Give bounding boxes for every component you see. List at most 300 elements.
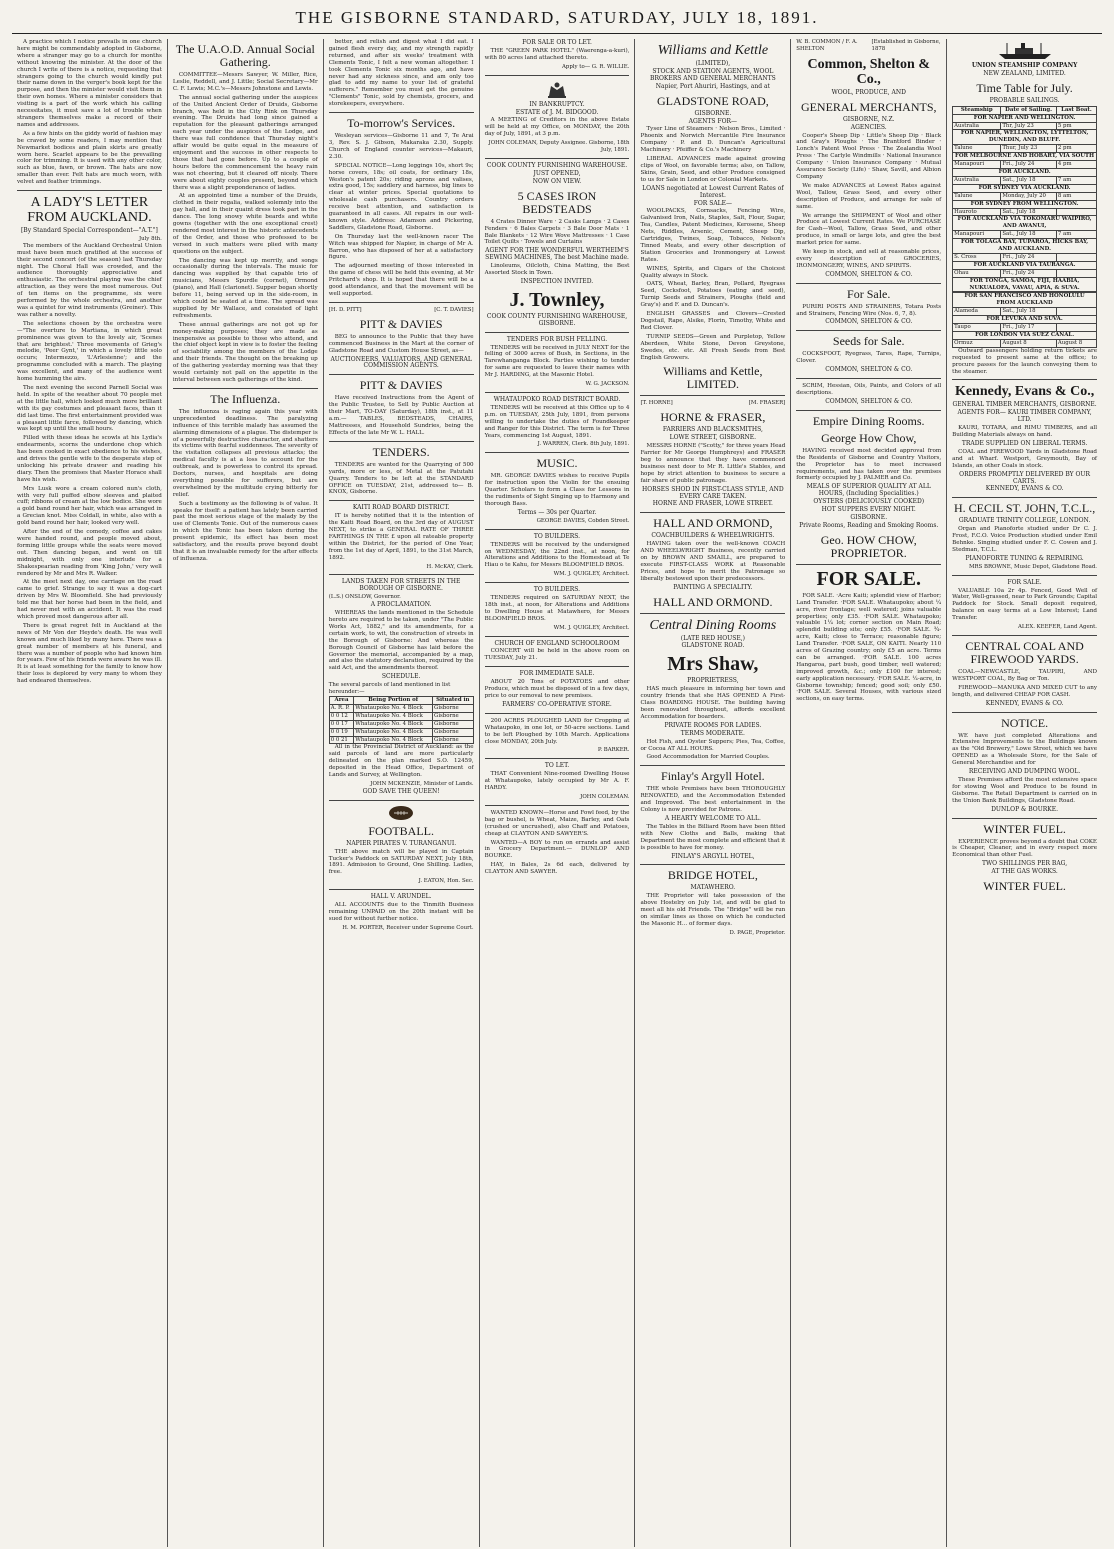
ad-title: Williams and Kettle	[657, 43, 769, 58]
divider	[640, 864, 785, 865]
notice-signature: JOHN MCKENZIE, Minister of Lands.	[370, 780, 474, 787]
table-cell: Sat., July 18	[1001, 208, 1057, 216]
divider	[796, 283, 941, 284]
section-title: To-morrow's Services.	[347, 116, 456, 131]
ad-subtitle: LOANS negotiated at Lowest Current Rates of Interest.	[642, 184, 784, 199]
notice-title: TENDERS.	[372, 444, 430, 459]
ad-subtitle: OYSTERS (DELICIOUSLY COOKED)	[813, 498, 925, 506]
ad-text: COAL—NEWCASTLE, TAUPIRI, AND WESTPORT COAL, By Bag or Ton.	[952, 669, 1098, 682]
ad-text: THE whole Premises have been THOROUGHLY RENOVATED, and the Accommodation Extended and Improved. The best entertainment in the Colony is now provided for Patrons.	[640, 786, 786, 814]
sale-listings: FOR SALE. ·Acre Kaiti; splendid view of Harbor; Land Transfer. ·FOR SALE. Whataupoko; about ¼ acre, river frontage; well watered; joins valuable properties; only £35. ·FOR SALE. Whataupoko; valuable 1¼ lot; corner section on Main Road; splendid building site; only £55. ·FOR SALE. ¾-acre, Kaiti; close to Terrace; reasonable figure; Land Transfer. ·FOR SALE, ON KAITI. Nearly 110 acres of Grazing country; only £5 an acre. Terms can be arranged. ·FOR SALE. 100 acres Hangaroa, part bush, good timber, well watered; improved growth, &c.; only £100 for interest; early application necessary. ·FOR SALE. ¼-acre, in Gisborne township; fenced; good soil; only £50. ·FOR SALE. Several Houses, with various sized sections, on easy terms.	[796, 592, 942, 703]
notice-signature: MRS BROWNE, Music Depot, Gladstone Road.	[969, 563, 1098, 570]
ad-subtitle: HOT SUPPERS EVERY NIGHT.	[821, 506, 916, 514]
ad-subtitle: AGENTS FOR—	[688, 117, 738, 125]
ad-subtitle: GENERAL TIMBER MERCHANTS, GISBORNE.	[952, 401, 1097, 409]
notice-title: TO BUILDERS.	[533, 532, 581, 540]
notice-signature: J. WARREN, Clerk. 8th July, 1891.	[537, 441, 630, 448]
ad-footer: Geo. HOW CHOW, PROPRIETOR.	[820, 532, 917, 560]
divider	[173, 388, 318, 389]
ad-text: WE have just completed Alterations and Extensive Improvements to the Buildings known as the "Old Brewery," Lowe Street, which we have OPENED as a Wholesale Store, for the Sale of General Merchandise and for	[952, 732, 1098, 767]
article-paragraph: The annual social gathering under the auspices of the United Ancient Order of Druids, Gisborne branch, was held in the City Rink on Thursday evening. The Druids had long since gained a reputation for the pleasant gatherings arranged each year under the auspices of the Lodge, and there was full confidence that Thursday night's affair would be quite equal in the measure of enjoyment and the success in other respects to those that had gone before. Up to a couple of hours before the commencement the heavy rain was not cheering, but it cleared off nicely. There were about eighty couples present, beyond which there was a slight preponderance of ladies.	[172, 94, 318, 191]
article-paragraph: These annual gatherings are not got up for money-making purposes; they are made as inexpensive as possible to those who attend, and the chief object kept in view is to foster the feeling of sociability among the members of the Lodge and their friends. The thought on the breaking up of the gathering yesterday morning was that they would certainly not pall on the appetite in the interval between such gatherings of the kind.	[172, 321, 318, 383]
notice-title: CHURCH OF ENGLAND SCHOOLROOM	[494, 639, 620, 647]
table-cell: Alameda	[953, 308, 1001, 316]
ad-subtitle: TERMS MODERATE.	[680, 729, 745, 737]
ad-text: We keep in stock, and sell at reasonable prices, every description of GROCERIES, IRONMONGERY, WINES, AND SPIRITS.	[796, 249, 942, 269]
table-cell: August 8	[1056, 339, 1096, 347]
table-row	[953, 122, 1097, 130]
ad-title: Empire Dining Rooms.	[812, 413, 925, 428]
ad-title: J. Townley,	[509, 288, 605, 311]
table-cell: Gisborne	[433, 728, 474, 736]
ad-title: Kennedy, Evans & Co.,	[954, 384, 1095, 400]
ad-subtitle: ORDERS PROMPTLY DELIVERED BY OUR CARTS.	[959, 470, 1090, 485]
ad-subtitle: PAINTING A SPECIALITY.	[673, 583, 753, 591]
sailing-destination-row	[953, 200, 1097, 208]
ad-text: WOOLPACKS, Cornsacks, Fencing Wire, Galvanised Iron, Nails, Staples, Salt, Flour, Sugar, Tea, Candles, Patent Medicines, Kerosene, Sheep Nets, Riddles, Arsenic, Cement, Sheep Dip, Cartridges, Twines, Soap, Tobacco, Nelson's Tinned Meats, and every other description of Station Groceries and Ironmongery at Lowest Rates.	[640, 208, 786, 263]
ad-text: MR. GEORGE DAVIES wishes to receive Pupils for instruction upon the Violin for the ensuing Quarter. Scholars to form a Class for Lessons in the rudiments of Sight Singing up to Harmony and thorough Bass.	[484, 473, 630, 507]
notice-title: TENDERS FOR BUSH FELLING.	[506, 335, 608, 343]
ad-subtitle: GISBORNE.	[850, 513, 888, 521]
ad-title: FOR SALE.	[816, 567, 921, 590]
ad-text: TURNIP SEEDS—Green and Purpletop, Yellow Aberdeen, White Stone, Devon Greystone, Swedes, etc. etc. All Fresh Seeds from Best English Growers.	[640, 333, 786, 361]
notice-signature: GEORGE DAVIES, Cobden Street.	[536, 517, 630, 524]
partner-left: [H. D. PITT]	[328, 306, 362, 313]
notice-signature: D. PAGE, Proprietor.	[729, 929, 786, 936]
ad-text: FIREWOOD—MANUKA AND MIXED CUT to any length, and delivered CHEAP FOR CASH.	[952, 684, 1098, 698]
article-paragraph: The adjourned meeting of those interested in the game of chess will be held this evening, at Mr Pritchard's shop. It is hoped that there will be a good attendance, and that the movement will be well supported.	[328, 263, 474, 297]
ad-heading: COOK COUNTY FURNISHING WAREHOUSE.	[486, 161, 628, 169]
sailing-destination-row	[953, 277, 1097, 292]
masthead: THE GISBORNE STANDARD, SATURDAY, JULY 18, 1891.	[12, 8, 1102, 34]
table-cell: S. Cross	[953, 253, 1001, 261]
byline: [By Standard Special Correspondent—"A.T."]	[20, 227, 158, 235]
divider	[329, 441, 474, 442]
divider	[485, 758, 630, 759]
sailing-destination: FOR SYDNEY FROM WELLINGTON.	[953, 200, 1097, 208]
ad-text: BEG to announce to the Public that they have commenced Business in the Mart at the corner of Gladstone Road and Custom House Street, as—	[328, 333, 474, 354]
divider	[485, 582, 630, 583]
god-save-line: GOD SAVE THE QUEEN!	[362, 787, 440, 795]
ad-subtitle: AUCTIONEERS, VALUATORS, AND GENERAL COMMISSION AGENTS.	[330, 355, 472, 370]
table-row	[329, 720, 473, 728]
table-header-row	[329, 696, 473, 704]
table-row	[953, 145, 1097, 153]
committee-list: COMMITTEE—Messrs Sawyer, W. Miller, Rice, Leslie, Reddell, and J. Little; Social Secretary—Mr C. F. Lewis; M.C.'s—Messrs Johnstone and Lewis.	[172, 72, 318, 92]
table-cell: Sat., July 18	[1001, 176, 1057, 184]
ad-text: ENGLISH GRASSES and Clovers—Crested Dogstail, Rape, Alsike, Florin, Timothy, White and Red Clover.	[640, 311, 786, 331]
divider	[640, 512, 785, 513]
divider	[796, 564, 941, 565]
ad-title: Central Dining Rooms	[649, 617, 777, 633]
divider	[329, 889, 474, 890]
sailing-destination: FOR LEVUKA AND SUVA.	[953, 316, 1097, 324]
column-6	[790, 39, 946, 1547]
divider	[485, 332, 630, 333]
divider	[952, 635, 1097, 636]
ad-title: CENTRAL COAL AND FIREWOOD YARDS.	[965, 639, 1084, 666]
table-row	[329, 728, 473, 736]
ad-title: PITT & DAVIES	[359, 378, 443, 393]
notice-signature: Apply to— G. R. WILLIE.	[562, 63, 630, 70]
divider	[485, 636, 630, 637]
ad-text: EXPERIENCE proves beyond a doubt that COKE is Cheaper, Cleaner, and in every respect more Economical than other Fuel.	[952, 838, 1098, 859]
notice-signature: P. BARKER.	[597, 747, 630, 754]
table-cell: Ormuz	[953, 339, 1001, 347]
ad-subtitle: AT THE GAS WORKS.	[991, 868, 1058, 876]
ad-title: George How Chow,	[821, 430, 917, 445]
sailing-destination-row	[953, 184, 1097, 192]
ad-title: UNION STEAMSHIP COMPANY	[971, 62, 1078, 69]
article-paragraph: The members of the Auckland Orchestral Union must have been much gratified at the success of their second concert (of the season) last Thursday night. The Choral Hall was crowded, and the audience thoroughly appreciative and enthusiastic. The orchestral playing was the chief attraction, as they were the most numerous. Out of ten items on the programme, six were performed by the whole orchestra, and another was a quintet for wind instruments (Greiner). This was rather a novelty.	[17, 242, 162, 318]
ad-footer: Williams and Kettle, LIMITED.	[663, 364, 763, 392]
article-paragraph: Filled with these ideas he scowls at his Lydia's endearments, scorns the underdone chop which has been cooked in exact obedience to his wishes, and drives the gentle wife to the desperate step of unlocking his private drawer and reading his diary. Then the promises that Master Horace shall have his wish.	[17, 435, 162, 483]
table-cell: Fri., July 24	[1001, 161, 1057, 169]
ad-text: OATS, Wheat, Barley, Bran, Pollard, Ryegrass Seed, Cocksfoot, Potatoes (eating and seed), Turnip Seeds and Strainers, Ploughs (field and Gray's) and F. and D. Duncan's.	[640, 281, 786, 309]
notice-text: TENDERS required on SATURDAY NEXT, the 18th inst., at noon, for Alterations and Additions to Dwelling House at Matawhero, for Messrs BLOOMFIELD BROS.	[484, 595, 630, 622]
table-cell: 7 am	[1056, 176, 1096, 184]
notice-signature: WM. J. QUIGLEY, Architect.	[553, 571, 630, 578]
column-5	[634, 39, 790, 1547]
table-cell: Thur, July 23	[1001, 145, 1057, 153]
dateline: July 8th.	[138, 235, 162, 242]
divider	[796, 330, 941, 331]
ad-title: Common, Shelton & Co.,	[807, 56, 930, 87]
table-cell	[1056, 253, 1096, 261]
table-cell: A. R. P.	[329, 704, 354, 712]
divider	[485, 158, 630, 159]
ad-title: BRIDGE HOTEL,	[667, 868, 758, 883]
ad-subtitle: Private Rooms, Reading and Smoking Rooms.	[799, 521, 939, 529]
ad-title: H. CECIL ST. JOHN, T.C.L.,	[953, 501, 1096, 516]
ad-subtitle: COACHBUILDERS & WHEELWRIGHTS.	[651, 532, 775, 540]
divider	[17, 190, 162, 191]
ad-footer: COMMON, SHELTON & CO.	[825, 270, 913, 278]
article-paragraph: At the meet next day, one carriage on the road came to grief. Strange to say it was a dog-cart driven by Mrs W. Bloomfield. She had previously told me that her horse had been in the field, and had never met with an accident. It was the road which proved most dangerous after all.	[17, 579, 162, 620]
notice-title: FOR IMMEDIATE SALE.	[519, 670, 595, 678]
ad-subtitle: AGENT FOR THE WONDERFUL WERTHEIM'S SEWING MACHINES, The best Machine made.	[485, 247, 629, 262]
article-title: A LADY'S LETTER FROM AUCKLAND.	[27, 195, 152, 226]
table-cell: Sat., July 18	[1001, 231, 1057, 239]
ad-text: SCRIM, Hessian, Oils, Paints, and Colors of all descriptions.	[796, 383, 942, 396]
ad-subtitle: MEALS OF SUPERIOR QUALITY AT ALL HOURS, (Including Specialities.)	[806, 483, 931, 498]
agents-list: Tyser Line of Steamers · Nelson Bros., Limited · Phoenix and Norwich Mercantile Fire Insurance Company · P. and D. Duncan's Agricultural Machinery · Pfeiffer & Co.'s Machinery	[640, 126, 786, 154]
ad-subtitle: MATAWHERO.	[690, 884, 736, 892]
divider	[329, 800, 474, 801]
partner-right: [M. FRASER]	[748, 400, 786, 407]
ad-subtitle: FARRIERS AND BLACKSMITHS,	[662, 426, 763, 434]
notice-text: A MEETING of Creditors in the above Estate will be held at my Office, on MONDAY, the 20th day of July, 1891, at 3 p.m.	[484, 117, 630, 138]
article-paragraph: On Thursday last the well-known racer The Witch was shipped for Napier, in charge of Mr A. Barron, who has disposed of her at a satisfactory figure.	[328, 233, 474, 261]
ad-heading: FOR SALE OR TO LET.	[522, 39, 592, 46]
table-header: Last Boat.	[1056, 106, 1096, 114]
sailing-destination-row	[953, 114, 1097, 122]
governor-line: (L.S.) ONSLOW, Governor.	[328, 594, 401, 601]
table-row	[953, 192, 1097, 200]
table-header: Date of Sailing.	[1001, 106, 1057, 114]
ad-text: The Tables in the Billiard Room have been fitted with New Cloths and Balls, making that Department the most complete and efficient that it is possible to have for money.	[640, 823, 786, 851]
ad-title: Mrs Shaw,	[667, 653, 759, 676]
sailing-destination-row	[953, 153, 1097, 161]
stock-list: 4 Crates Dinner Ware · 2 Casks Lamps · 2 Cases Fenders · 6 Bales Carpets · 3 Bale Door Mats · 1 Bale Blankets · 12 Wire Wove Mattresses · 1 Case Toilet Quilts · Towels and Curtains	[484, 218, 630, 246]
ad-footer: COMMON, SHELTON & CO.	[825, 318, 913, 326]
article-paragraph: SPECIAL NOTICE—Long leggings 10s, short 9s; horse covers, 18s; oil coats, for ordinary 18s, Weston's patent 20s; riding aprons and valises, extra good, 15s; saddlery and harness, big lines to clear at winter prices. Special quotations to wholesale cash purchasers. Country orders receive best attention, and satisfaction is guaranteed in all cases. All repairs in our well-known style. Address: Adamson and Pickering, Saddlers, Gladstone Road, Gisborne.	[328, 162, 474, 231]
ad-title: FOOTBALL.	[368, 823, 434, 838]
table-cell: 7 am	[1056, 231, 1096, 239]
table-header: Situated in	[433, 696, 474, 704]
column-4	[479, 39, 635, 1547]
sailings-table	[952, 106, 1097, 348]
ad-title: HALL AND ORMOND,	[653, 516, 773, 531]
table-cell: 0 0 19	[329, 728, 354, 736]
article-paragraph: There is great regret felt in Auckland at the news of Mr Von der Heyde's death. He was well known and much liked by many here. There was a great number of members at his funeral, and there was a number of people who had known him for years. Few of his friends were aware he was ill. It is at least something for the family to know how their loss is deplored by very many to whom they had endeared themselves.	[17, 622, 162, 685]
column-2	[167, 39, 323, 1547]
notice-text: ALL ACCOUNTS due to the Tinmith Business remaining UNPAID on the 20th instant will be sued for without further notice.	[328, 902, 474, 922]
notice-text: CONCERT will be held in the above room on TUESDAY, July 21.	[484, 648, 630, 662]
divider	[952, 712, 1097, 713]
notice-text: WHEREAS the lands mentioned in the Schedule hereto are required to be taken, under "The Public Works Act, 1882," and its amendments, for a certain work, to wit, the construction of streets in the Borough of Gisborne: And whereas the Borough Council of Gisborne has laid before the Governor the memorial, accompanied by a map, and also the statutory declaration, required by the said Act, and the amendments thereof.	[328, 610, 474, 672]
table-cell: 2 pm	[1056, 145, 1096, 153]
table-cell: 5 pm	[1056, 122, 1096, 130]
table-cell: Manapouri	[953, 161, 1001, 169]
sailing-destination: FOR AUCKLAND VIA TAURANGA.	[953, 261, 1097, 269]
notice-text: TENDERS are wanted for the Quarrying of 500 yards, more or less, of Metal at the Patutahi Quarry. Tenders to be left at the STANDARD OFFICE on TUESDAY, 21st, addressed to— B. KNOX, Gisborne.	[328, 461, 474, 496]
ad-text: WINES, Spirits, and Cigars of the Choicest Quality always in Stock.	[640, 265, 786, 279]
sailing-destination: FOR SAN FRANCISCO AND HONOLULU FROM AUCKLAND	[953, 293, 1097, 308]
sailing-destination: FOR LONDON VIA SUEZ CANAL.	[953, 332, 1097, 340]
divider	[952, 497, 1097, 498]
table-cell: Monday, July 20	[1001, 192, 1057, 200]
notice-title: IN BANKRUPTCY.	[529, 100, 585, 108]
ad-partners	[796, 39, 941, 53]
ad-text: Have received Instructions from the Agent of the Public Trustee, to Sell by Public Auction at their Mart, TO-DAY (Saturday), 18th inst., at 11 a.m.— TABLES, BEDSTEADS, CHAIRS, Mattresses, and Household Sundries, being the Effects of the late Mr W. L. HALL.	[328, 395, 474, 436]
table-cell: Whataupoko No. 4 Block	[354, 728, 433, 736]
proclamation-title: A PROCLAMATION.	[370, 601, 432, 609]
notice-signature: JOHN COLEMAN.	[580, 793, 630, 800]
ad-address: GLADSTONE ROAD,	[656, 93, 769, 108]
table-cell	[1056, 324, 1096, 332]
ad-text: Linoleums, Oilcloth, China Matting, the Best Assorted Stock in Town.	[484, 263, 630, 277]
divider	[485, 529, 630, 530]
column-3	[323, 39, 479, 1547]
divider	[640, 613, 785, 614]
table-cell: Thr, July 23	[1001, 122, 1057, 130]
article-title: The Influenza.	[210, 391, 281, 406]
ad-subtitle: PIANOFORTE TUNING & REPAIRING.	[965, 554, 1084, 562]
notice-title: HALL V. ARUNDEL.	[370, 893, 432, 901]
table-row	[329, 712, 473, 720]
notice-title: TO BUILDERS.	[533, 586, 581, 594]
ad-subtitle: PROBABLE SAILINGS.	[989, 96, 1060, 104]
ad-text: Organ and Pianoforte studied under Dr C. J. Frost, F.C.O. Voice Production studied under Emil Behnke. Singing studied under F. C. Cowen and J. Stedman, T.C.L.	[952, 526, 1098, 553]
ad-title: Seeds for Sale.	[832, 334, 905, 349]
ad-title: 5 CASES IRON BEDSTEADS	[517, 188, 597, 216]
divider	[952, 818, 1097, 819]
ad-subtitle: STOCK AND STATION AGENTS, WOOL BROKERS AND GENERAL MERCHANTS	[650, 67, 776, 82]
partner-right: [C. T. DAVIES]	[434, 306, 474, 313]
ad-text: We arrange the SHIPMENT of Wool and other Produce at Lowest Current Rates. We PURCHASE for Cash—Wool, Tallow, Grass Seed, and other produce, in small or large lots, and give the best market price for same.	[796, 212, 942, 247]
ad-subtitle: JUST OPENED,	[533, 169, 581, 177]
ad-partners	[329, 307, 474, 314]
ad-subtitle: FOR SALE—	[693, 199, 733, 207]
table-header-row	[953, 106, 1097, 114]
ad-subtitle: WOOL, PRODUCE, AND	[831, 88, 906, 96]
ad-subtitle: (LATE RED HOUSE,)	[680, 634, 745, 642]
ad-subtitle: (LIMITED),	[695, 60, 731, 67]
table-row	[953, 208, 1097, 216]
agents-list: Cooper's Sheep Dip · Little's Sheep Dip · Black and Gray's Ploughs · The Brantford Binder · Lonch's Patent Wool Press · The Zealandia Wool Press · The Carlyle Windmills · National Insurance Company · Union Insurance Company · Mutual Assurance Society (Life) · Shaw, Savill, and Albion Company	[796, 132, 942, 180]
steamship-icon	[952, 41, 1097, 61]
notice-title: TO LET.	[544, 762, 570, 770]
divider	[329, 374, 474, 375]
ad-text: THE Proprietor will take possession of the above Hostelry on July 1st, and will be glad to meet all his old Friends. The "Bridge" will be run on similar lines as those on which he conducted the Masonic H... of former days.	[640, 893, 786, 927]
ad-text: Outward passengers holding return tickets are requested to present same at the office; to procure passes for the launch conveying them to the steamer.	[952, 347, 1098, 375]
divider	[485, 805, 630, 806]
sailing-destination: FOR AUCKLAND.	[953, 168, 1097, 176]
divider	[796, 410, 941, 411]
article-paragraph: At an appointed time a number of the Druids, clothed in their regalia, walked solemnly into the gay hall, and in their quaint dress took part in the dance. The long snowy white beards and white gowns (together with the one exceptional crest) rendered most interest in the historic antecedents of the Order, and those who professed to be versed in such matters were plied with many questions on the subject.	[172, 193, 318, 255]
table-cell: Gisborne	[433, 704, 474, 712]
ad-text: THE above match will be played in Captain Tucker's Paddock on SATURDAY NEXT, July 18th, 1891. Admission to Ground, One Shilling. Ladies, free.	[328, 848, 474, 876]
divider	[485, 713, 630, 714]
table-cell: Australia	[953, 176, 1001, 184]
sailing-destination: FOR TOLAGA BAY, TUPAROA, HICKS BAY, AND AUCKLAND.	[953, 239, 1097, 254]
ad-text: THE "GREEN PARK HOTEL" (Waerenga-a-kuri), with 80 acres land attached thereto.	[484, 47, 630, 61]
notice-signature: J. EATON, Hon. Sec.	[418, 878, 474, 885]
table-cell: Whataupoko No. 4 Block	[354, 712, 433, 720]
article-paragraph: The dancing was kept up merrily, and songs occasionally during the intervals. The music for dancing was supplied by that capable trio of musicians, Messrs Spurdle (cornet), Ormond (piano), and Hall (clarionet). Supper began shortly before 11, being served up in the side-room, in which could be seated at a time. The spread was supplied by Mr Wallace, and consisted of light refreshments.	[172, 257, 318, 319]
ad-subtitle: GISBORNE.	[694, 109, 732, 117]
ad-title: PITT & DAVIES	[359, 316, 443, 331]
ad-text: Good Accommodation for Married Couples.	[646, 754, 770, 761]
notice-text: WANTED KNOWN—Horse and Fowl feed, by the bag or bushel, is Wheat, Maize, Barley, and Oats (crushed or uncrushed), also Chaff and Potatoes, cheap at CLAYTON AND SAWYER'S.	[484, 809, 630, 837]
notice-signature: H. McKAY, Clerk.	[426, 563, 474, 570]
table-cell: Gisborne	[433, 712, 474, 720]
ad-partners	[640, 400, 785, 407]
divider	[952, 575, 1097, 576]
notice-title: LANDS TAKEN FOR STREETS IN THE BOROUGH OF GISBORNE.	[341, 578, 461, 593]
ad-subtitle: Terms — 30s per Quarter.	[517, 508, 597, 516]
ad-text: COAL and FIREWOOD Yards in Gladstone Road and at Wharf. Westport, Greymouth, Bay of Islands, an other Coals in stock.	[952, 448, 1098, 469]
ad-footer: WINTER FUEL.	[983, 879, 1066, 894]
table-cell: Fri., July 24	[1001, 253, 1057, 261]
table-cell: Taupo	[953, 324, 1001, 332]
table-row	[953, 269, 1097, 277]
table-cell: Ohau	[953, 269, 1001, 277]
article-paragraph: The selections chosen by the orchestra were—"The overture to Martiana, in which great prominence was given to the lovely air, 'Scenes that are brightest.' Three movements of Grieg's melodie, 'Peer Gynt,' in which a lovely little solo occurs; Intermezzo, 'L'Arlesienne'; and the programme concluded with a march. The playing was excellent, and many of the audience went home humming the airs.	[17, 320, 162, 383]
royal-crest-icon	[485, 80, 630, 100]
ad-footer: DUNLOP & BOURKE.	[991, 805, 1059, 813]
table-row	[953, 176, 1097, 184]
columns	[12, 39, 1102, 1547]
partner-left: W. B. COMMON / F. A. SHELTON	[796, 39, 858, 52]
ad-footer: HORNE AND FRASER, LOWE STREET.	[652, 500, 773, 508]
ad-subtitle: Napier, Port Ahuriri, Hastings, and at	[655, 82, 770, 90]
divider	[952, 379, 1097, 380]
notice-text: TENDERS will be received in JULY NEXT for the felling of 3000 acres of Bush, in Sections, in the Tarewhanganga Block. Parties wishing to tender for same are requested to leave their names with Mr J. HARDING, at the Masonic Hotel.	[484, 344, 630, 379]
table-cell: Talune	[953, 192, 1001, 200]
ad-footer: KENNEDY, EVANS & CO.	[985, 699, 1064, 707]
table-cell: August 8	[1001, 339, 1057, 347]
article-paragraph: The influenza is raging again this year with unprecedented deadliness. The paralyzing influence of this terrible malady has assumed the alarming dimensions of a plague. The distemper is of a powerfully destructive character, and shatters its victims with fearful suddenness. The severity of the visitation collapses all previous attacks; the medical faculty is at a loss to account for the outbreak, and is powerless to control its spread. Doctors, nurses, and hospitals are doing everything possible for sufferers, but are overwhelmed by the multitude crying bitterly for relief.	[172, 408, 318, 498]
divider	[485, 452, 630, 453]
ad-text: HAVING taken over the well-known COACH AND WHEELWRIGHT Business, recently carried on by BROWN AND SMAILL, are prepared to execute FIRST-CLASS WORK at Reasonable Prices, and hope to merit the Patronage so liberally bestowed upon their predecessors.	[640, 541, 786, 582]
divider	[329, 574, 474, 575]
table-row	[329, 736, 473, 744]
notice-text: All in the Provincial District of Auckland: as the said parcels of land are more particularly delineated on the plan marked S.O. 12459, deposited in the Head Office, Department of Lands and Survey, at Wellington.	[328, 744, 474, 779]
table-cell: 4 pm	[1056, 161, 1096, 169]
ad-text: MESSRS HORNE ("Scotty," for three years Head Farrier for Mr George Humphreys) and FRASER beg to announce that they have commenced business next door to Mr R. Little's Stables, and hope by strict attention to business to secure a fair share of public patronage.	[640, 443, 786, 484]
schedule-table	[329, 696, 474, 744]
ad-subtitle: A HEARTY WELCOME TO ALL.	[664, 814, 761, 822]
ad-title: Time Table for July.	[976, 80, 1073, 95]
notice-signature: WM. J. QUIGLEY, Architect.	[553, 624, 630, 631]
schedule-intro: The several parcels of land mentioned in list hereunder:—	[328, 682, 451, 696]
notice-signature: W. G. JACKSON.	[585, 381, 630, 388]
sailing-destination-row	[953, 239, 1097, 254]
table-cell: 0 0 21	[329, 736, 354, 744]
notice-text: WANTED—A BOY to run on errands and assist in Grocery Department.— DUNLOP AND BOURKE.	[484, 839, 630, 860]
notice-signature: H. M. PORTER, Receiver under Supreme Court.	[342, 924, 474, 931]
table-cell	[1056, 269, 1096, 277]
sailing-destination-row	[953, 332, 1097, 340]
ad-subtitle: LOWE STREET, GISBORNE.	[669, 434, 757, 442]
article-title: The U.A.O.D. Annual Social Gathering.	[175, 42, 315, 69]
sailing-destination-row	[953, 216, 1097, 231]
table-cell	[1056, 208, 1096, 216]
ad-subtitle: HORSES SHOD IN FIRST-CLASS STYLE, AND EVERY CARE TAKEN.	[642, 485, 784, 500]
notice-text: THAT Convenient Nine-roomed Dwelling House at Whataupoko, lately occupied by Mr A. F. HARDY.	[484, 771, 630, 792]
ad-text: LIBERAL ADVANCES made against growing clips of Wool, on favorable terms; also, on Tallow, Skins, Grain, Seed, and other Produce consigned to us for Sale in London or Colonial Markets.	[640, 156, 786, 183]
ad-subtitle: AGENCIES.	[850, 123, 887, 131]
table-row	[953, 308, 1097, 316]
table-cell: Whataupoko No. 4 Block	[354, 720, 433, 728]
notice-signature: JOHN COLEMAN, Deputy Assignee. Gisborne, 18th July, 1891.	[488, 140, 630, 154]
table-row	[953, 231, 1097, 239]
ad-subtitle: PROPRIETRESS,	[687, 677, 739, 685]
table-cell	[1056, 308, 1096, 316]
services-text: Wesleyan services—Gisborne 11 and 7, Te Arai 3, Rev. S. J. Gibson, Makaraka 2.30, Supply. Church of England counter services—Makauri, 2.30.	[328, 133, 474, 160]
ad-text: Hot Fish, and Oyster Suppers; Pies, Tea, Coffee, or Cocoa AT ALL HOURS.	[640, 738, 786, 752]
table-cell: Whataupoko No. 4 Block	[354, 704, 433, 712]
table-cell: Gisborne	[433, 720, 474, 728]
divider	[485, 392, 630, 393]
article-paragraph: A practice which I notice prevails in one church here might be commendably adopted in Gisborne, where a stranger may go to a church for months without knowing the minister. At the door of the church I write of there is a notice, requesting that strangers going to the church would kindly put their name down in the verger's book kept for the purpose, and then the minister would visit them in their own homes. Where a minister considers that visiting is a part of the work which his calling necessitates, it must save a lot of trouble when strangers themselves make a record of their names and addresses.	[17, 39, 162, 128]
ad-subtitle: TRADE SUPPLIED ON LIBERAL TERMS.	[961, 439, 1088, 447]
ad-footer: KENNEDY, EVANS & CO.	[985, 485, 1064, 493]
ad-subtitle: COOK COUNTY FURNISHING WAREHOUSE, GISBORNE.	[486, 312, 628, 327]
notice-text: TENDERS will be received by the undersigned on WEDNESDAY, the 22nd inst., at noon, for Alterations and Additions to the Homestead at Te Hiau o te Kahu, for Messrs BLOOMFIELD BROS.	[484, 541, 630, 569]
ad-text: HAS much pleasure in informing her town and country friends that she HAS OPENED A First-Class BOARDING HOUSE. The building having been renovated throughout, affords excellent Accommodation for boarders.	[640, 686, 786, 720]
sailing-destination: FOR SYDNEY VIA AUCKLAND.	[953, 184, 1097, 192]
table-cell: 0 0 17	[329, 720, 354, 728]
table-row	[329, 704, 473, 712]
ad-subtitle: GLADSTONE ROAD.	[681, 642, 745, 650]
article-paragraph: Such a testimony as the following is of value. It speaks for itself: a patient has lately been carried past the most serious stage of the malady by the use of Clements Tonic. Out of the numerous cases in which the Tonic has been taken during the present epidemic, its effect has been most satisfactory, and the results prove beyond doubt that it is an invaluable remedy for the after effects of influenza.	[172, 500, 318, 562]
ad-title: GENERAL MERCHANTS,	[800, 99, 937, 114]
football-icon	[329, 805, 474, 821]
ad-text: HAVING received most decided approval from the Residents of Gisborne and Country Visitors, the Proprietor has to meet increased requirements, and has taken over the premises formerly occupied by J. PALMER and Co.	[796, 447, 942, 482]
table-row	[953, 324, 1097, 332]
divider	[329, 302, 474, 303]
article-paragraph: Mrs Lusk wore a cream colored nun's cloth, with very full puffed elbow sleeves and plaited cuff; ribbons of cream at the low bodice. She wore a gold band round her hair, which was arranged in a Grecian knot. Miss Coldall, in white, also with a gold band round her hair, looked very well.	[17, 485, 162, 527]
notice-text: IT is hereby notified that it is the intention of the Kaiti Road Board, on the 3rd day of AUGUST NEXT, to strike a GENERAL RATE OF THREE FARTHINGS IN THE £ upon all rateable property within the District, for the period of One Year, from the 1st day of April, 1891, to the 31st March, 1892.	[328, 513, 474, 561]
divider	[329, 500, 474, 501]
table-row	[953, 161, 1097, 169]
table-cell: Fri., July 24	[1001, 269, 1057, 277]
table-header: Area	[329, 696, 354, 704]
column-7	[946, 39, 1102, 1547]
